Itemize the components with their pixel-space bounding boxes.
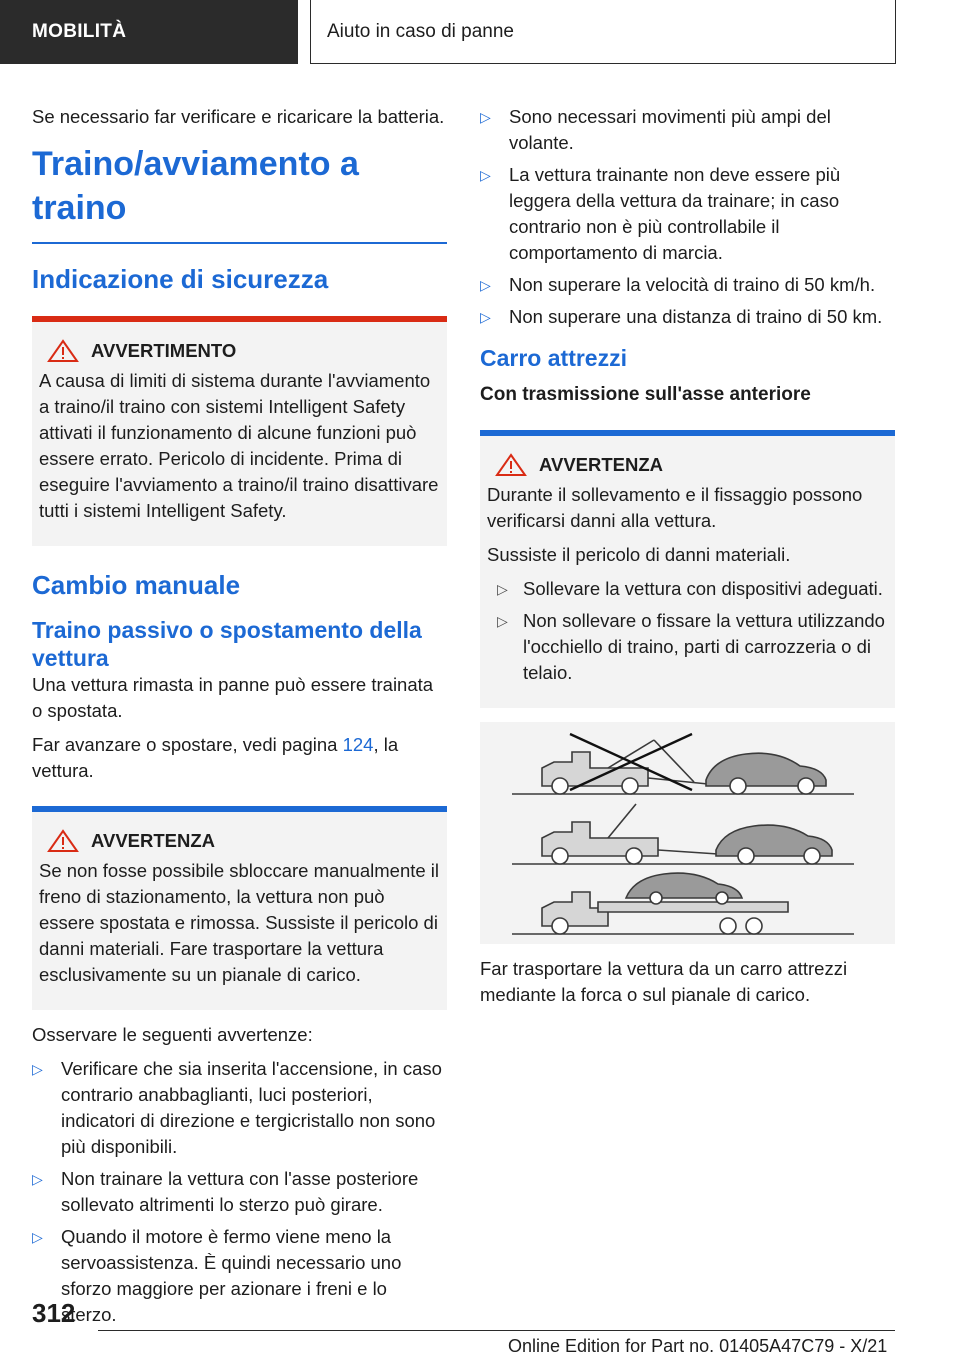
warning-title-row bbox=[487, 452, 888, 478]
passive-tow-text: Una vettura rimasta in panne può essere trainata o spostata. bbox=[32, 674, 434, 721]
observe-text: Osservare le seguenti avvertenze: bbox=[32, 1024, 313, 1045]
page-header bbox=[0, 0, 960, 66]
triangle-bullet-icon: ▷ bbox=[497, 613, 508, 629]
triangle-bullet-icon: ▷ bbox=[32, 1229, 43, 1245]
warning-title: AVVERTENZA bbox=[539, 454, 664, 475]
front-axle-heading: Con trasmissione sull'asse anteriore bbox=[480, 384, 811, 405]
footer-divider bbox=[98, 1330, 895, 1331]
warning-title: AVVERTIMENTO bbox=[91, 340, 237, 361]
edition-text: Online Edition for Part no. 01405A47C79 - X/21 bbox=[508, 1336, 888, 1356]
triangle-bullet-icon: ▷ bbox=[497, 581, 508, 597]
chapter-title: Aiuto in caso di panne bbox=[310, 0, 896, 64]
list-item-text: La vettura trainante non deve essere più leggera della vettura da trainare; in caso contrario non è più controllabile il comportamento di marcia. bbox=[509, 164, 841, 263]
list-item bbox=[480, 104, 895, 156]
warning-bullet-list bbox=[487, 576, 888, 686]
warning-text: Sussiste il pericolo di danni materiali. bbox=[487, 544, 791, 565]
list-item bbox=[32, 1224, 447, 1328]
move-text bbox=[32, 732, 447, 784]
list-item-text: Non trainare la vettura con l'asse posteriore sollevato altrimenti lo sterzo può girare. bbox=[61, 1168, 419, 1215]
tow-methods-drawing bbox=[508, 728, 868, 940]
triangle-bullet-icon: ▷ bbox=[480, 309, 491, 325]
tow-truck-heading: Carro attrezzi bbox=[480, 345, 627, 371]
warning-box-avvertenza bbox=[32, 806, 447, 1010]
list-item-text: Non sollevare o fissare la vettura utilizzando l'occhiello di traino, parti di carrozzeria o di telaio. bbox=[523, 610, 885, 683]
warning-triangle-icon bbox=[47, 829, 79, 853]
section-tab: MOBILITÀ bbox=[0, 0, 298, 64]
list-item-text: Sono necessari movimenti più ampi del volante. bbox=[509, 106, 831, 153]
warning-text: Durante il sollevamento e il fissaggio possono verificarsi danni alla vettura. bbox=[487, 484, 863, 531]
move-text-after: , la vettura. bbox=[32, 734, 399, 781]
list-item bbox=[480, 304, 895, 330]
list-item-text: Quando il motore è fermo viene meno la servoassistenza. È quindi necessario uno sforzo maggiore per azionare i freni e lo sterzo. bbox=[61, 1226, 402, 1325]
left-column bbox=[32, 104, 447, 1334]
warning-box-avvertimento bbox=[32, 316, 447, 546]
tow-truck-illustration bbox=[480, 722, 895, 944]
right-bullet-list bbox=[480, 104, 895, 330]
right-column bbox=[480, 104, 895, 1016]
warning-triangle-icon bbox=[47, 339, 79, 363]
left-bullet-list bbox=[32, 1056, 447, 1328]
warning-text: Se non fosse possibile sbloccare manualmente il freno di stazionamento, la vettura non può essere spostata e rimossa. Sussiste il pericolo di danni materiali. Fare trasportare la vettura esclusivamente su un pianale di carico. bbox=[39, 860, 440, 985]
triangle-bullet-icon: ▷ bbox=[32, 1061, 43, 1077]
page-link-124[interactable]: 124 bbox=[342, 734, 374, 755]
warning-title-row bbox=[39, 338, 440, 364]
figure-caption: Far trasportare la vettura da un carro attrezzi mediante la forca o sul pianale di carico. bbox=[480, 958, 848, 1005]
triangle-bullet-icon: ▷ bbox=[32, 1171, 43, 1187]
list-item bbox=[487, 576, 888, 602]
triangle-bullet-icon: ▷ bbox=[480, 277, 491, 293]
warning-title-row bbox=[39, 828, 440, 854]
list-item bbox=[32, 1056, 447, 1160]
list-item bbox=[487, 608, 888, 686]
list-item-text: Non superare una distanza di traino di 50 km. bbox=[509, 306, 883, 327]
passive-tow-heading: Traino passivo o spostamento della vettura bbox=[32, 617, 422, 671]
intro-text: Se necessario far verificare e ricaricare la batteria. bbox=[32, 106, 445, 127]
page-number: 312 bbox=[32, 1298, 76, 1328]
warning-box-avvertenza-tow bbox=[480, 430, 895, 708]
manual-transmission-heading: Cambio manuale bbox=[32, 570, 241, 600]
list-item-text: Sollevare la vettura con dispositivi adeguati. bbox=[523, 578, 883, 599]
warning-text: A causa di limiti di sistema durante l'avviamento a traino/il traino con sistemi Intelligent Safety attivati il funzionamento di alcune funzioni può essere errato. Pericolo di incidente. Prima di eseguire l'avviamento a traino/il traino disattivare tutti i sistemi Intelligent Safety. bbox=[39, 370, 439, 521]
list-item-text: Non superare la velocità di traino di 50 km/h. bbox=[509, 274, 876, 295]
move-text-before: Far avanzare o spostare, vedi pagina bbox=[32, 734, 343, 755]
list-item bbox=[480, 162, 895, 266]
page-title: Traino/avviamento a traino bbox=[32, 142, 447, 244]
list-item bbox=[32, 1166, 447, 1218]
list-item bbox=[480, 272, 895, 298]
warning-title: AVVERTENZA bbox=[91, 830, 216, 851]
safety-heading: Indicazione di sicurezza bbox=[32, 264, 329, 294]
warning-triangle-icon bbox=[495, 453, 527, 477]
triangle-bullet-icon: ▷ bbox=[480, 109, 491, 125]
triangle-bullet-icon: ▷ bbox=[480, 167, 491, 183]
list-item-text: Verificare che sia inserita l'accensione, in caso contrario anabbaglianti, luci posteriori, indicatori di direzione e tergicristallo non sono più disponibili. bbox=[61, 1058, 442, 1157]
